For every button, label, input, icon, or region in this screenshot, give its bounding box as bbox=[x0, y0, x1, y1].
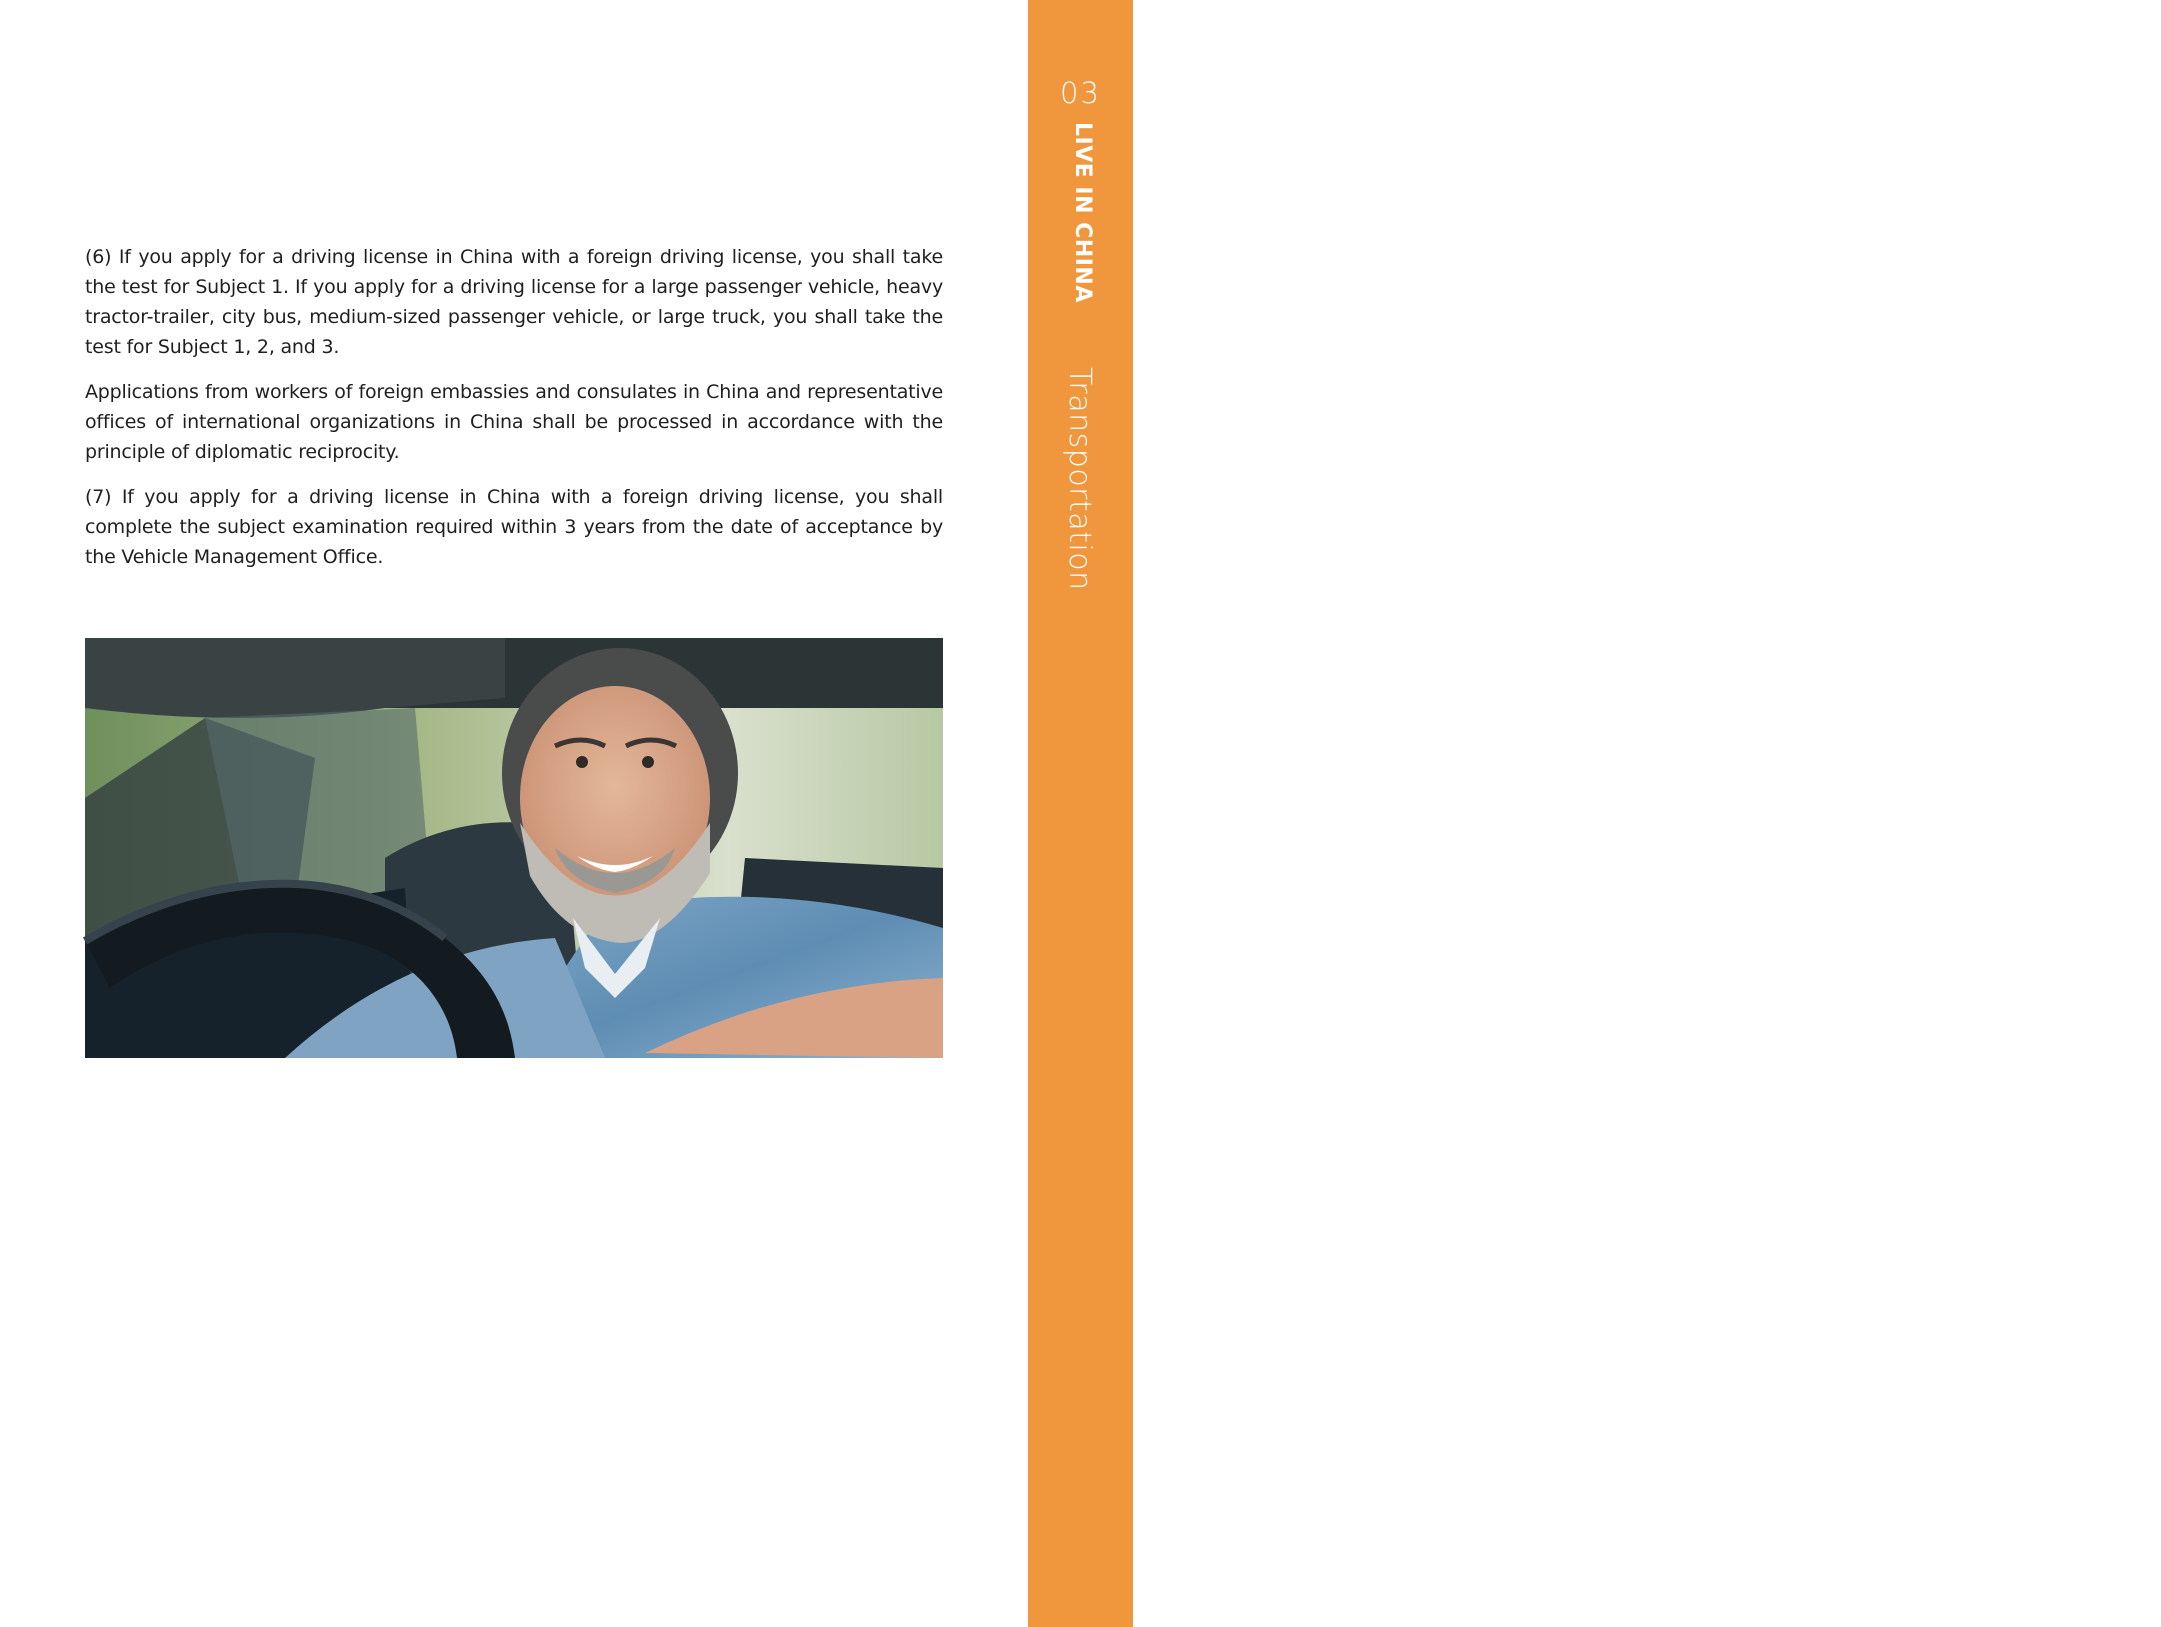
smiling-driver-photo bbox=[85, 638, 943, 1058]
paragraph-6-driving-license-subjects: (6) If you apply for a driving license in China with a foreign driving license, you shall take the test for Subject 1. If you apply for a driving license for a large passenger vehicle, heavy tractor-trailer, city bus, medium-sized passenger vehicle, or large truck, you shall take the test for Subject 1, 2, and 3. bbox=[85, 246, 943, 358]
driver-illustration bbox=[85, 638, 943, 1058]
page-number: 107 bbox=[2092, 1533, 2125, 1553]
paragraph-diplomatic-reciprocity: Applications from workers of foreign embassies and consulates in China and representative offices of international organizations in China shall be processed in accordance with the principle of diplomatic reciprocity. bbox=[85, 381, 943, 463]
chapter-title: LIVE IN CHINA bbox=[1070, 122, 1095, 303]
paragraph-7-examination-deadline: (7) If you apply for a driving license in China with a foreign driving license, you shall complete the subject examination required within 3 years from the date of acceptance by the Vehicle Management Office. bbox=[85, 486, 943, 568]
main-content bbox=[85, 242, 943, 587]
chapter-number: 03 bbox=[1060, 76, 1101, 110]
section-title: Transportation bbox=[1062, 367, 1097, 591]
